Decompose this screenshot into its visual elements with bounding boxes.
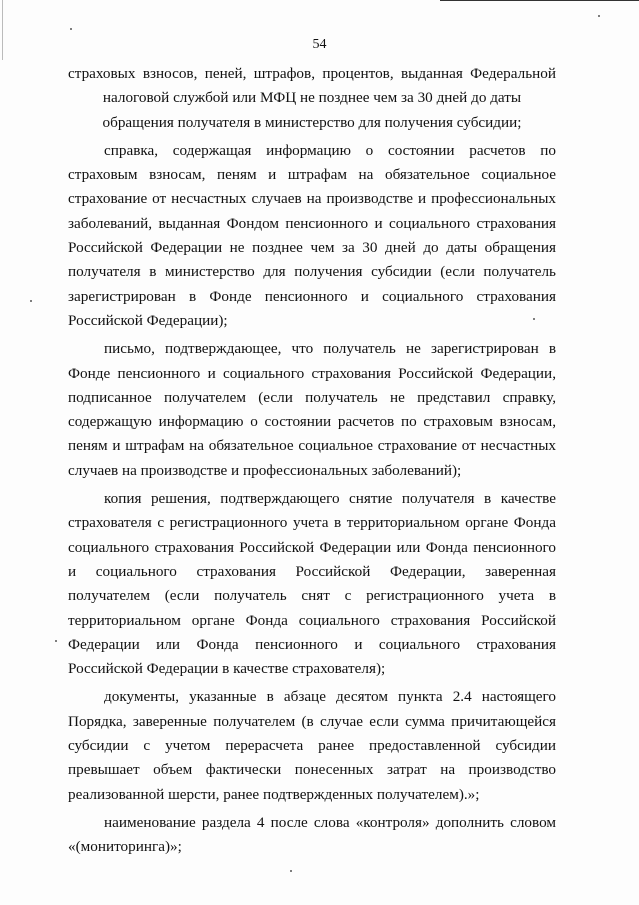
text-line: страхователя с регистрационного учета в территориальном органе Фонда bbox=[68, 514, 556, 532]
text-line: и социального страхования Российской Федерации, заверенная bbox=[68, 562, 556, 580]
text-line: подписанное получателем (если получатель не представил справку, bbox=[68, 388, 556, 406]
text-line: обращения получателя в министерство для получения субсидии; bbox=[102, 113, 522, 131]
scan-speck bbox=[70, 28, 72, 30]
text-line: получателем (если получатель снят с регистрационного учета в bbox=[68, 587, 556, 605]
text-line: Российской Федерации не позднее чем за 30 дней до даты обращения bbox=[68, 239, 556, 257]
text-line: превышает объем фактически понесенных затрат на производство bbox=[68, 761, 556, 779]
text-line: документы, указанные в абзаце десятом пункта 2.4 настоящего bbox=[104, 688, 556, 706]
document-body bbox=[68, 62, 556, 860]
text-line: страховым взносам, пеням и штрафам на обязательное социальное bbox=[68, 166, 556, 184]
text-line: письмо, подтверждающее, что получатель не зарегистрирован в bbox=[104, 340, 556, 358]
text-line: пеням и штрафам на обязательное социальное страхование от несчастных bbox=[68, 437, 556, 455]
text-line: заболеваний, выданная Фондом пенсионного и социального страхования bbox=[68, 214, 556, 232]
scan-speck bbox=[598, 15, 600, 17]
scan-speck bbox=[533, 318, 535, 320]
text-line: субсидии с учетом перерасчета ранее предоставленной субсидии bbox=[68, 737, 556, 755]
text-line: «(мониторинга)»; bbox=[68, 838, 182, 856]
text-line: Российской Федерации); bbox=[68, 311, 228, 329]
scan-speck bbox=[290, 870, 292, 872]
text-line: Фонде пенсионного и социального страхования Российской Федерации, bbox=[68, 364, 556, 382]
text-line: территориальном органе Фонда социального страхования Российской bbox=[68, 611, 556, 629]
text-line: реализованной шерсти, ранее подтвержденных получателем).»; bbox=[68, 785, 480, 803]
text-line: зарегистрирован в Фонде пенсионного и социального страхования bbox=[68, 287, 556, 305]
scan-speck bbox=[55, 640, 57, 642]
text-line: справка, содержащая информацию о состоянии расчетов по bbox=[104, 141, 556, 159]
page-number: 54 bbox=[312, 37, 327, 52]
text-line: налоговой службой или МФЦ не позднее чем за 30 дней до даты bbox=[102, 89, 522, 107]
text-line: получателя в министерство для получения субсидии (если получатель bbox=[68, 263, 556, 281]
text-line: наименование раздела 4 после слова «контроля» дополнить словом bbox=[104, 813, 556, 831]
text-line: содержащую информацию о состоянии расчетов по страховым взносам, bbox=[68, 413, 556, 431]
top-rule bbox=[440, 0, 639, 1]
text-line: Порядка, заверенные получателем (в случае если сумма причитающейся bbox=[68, 712, 556, 730]
text-line: страхование от несчастных случаев на производстве и профессиональных bbox=[68, 190, 556, 208]
text-line: Федерации или Фонда пенсионного и социального страхования bbox=[68, 635, 556, 653]
text-line: случаев на производстве и профессиональных заболеваний); bbox=[68, 461, 462, 479]
scan-speck bbox=[30, 300, 32, 302]
text-line: копия решения, подтверждающего снятие получателя в качестве bbox=[104, 490, 556, 508]
text-line: социального страхования Российской Федерации или Фонда пенсионного bbox=[68, 538, 556, 556]
text-line: страховых взносов, пеней, штрафов, процентов, выданная Федеральной bbox=[68, 65, 556, 82]
text-line: Российской Федерации в качестве страхователя); bbox=[68, 660, 386, 678]
